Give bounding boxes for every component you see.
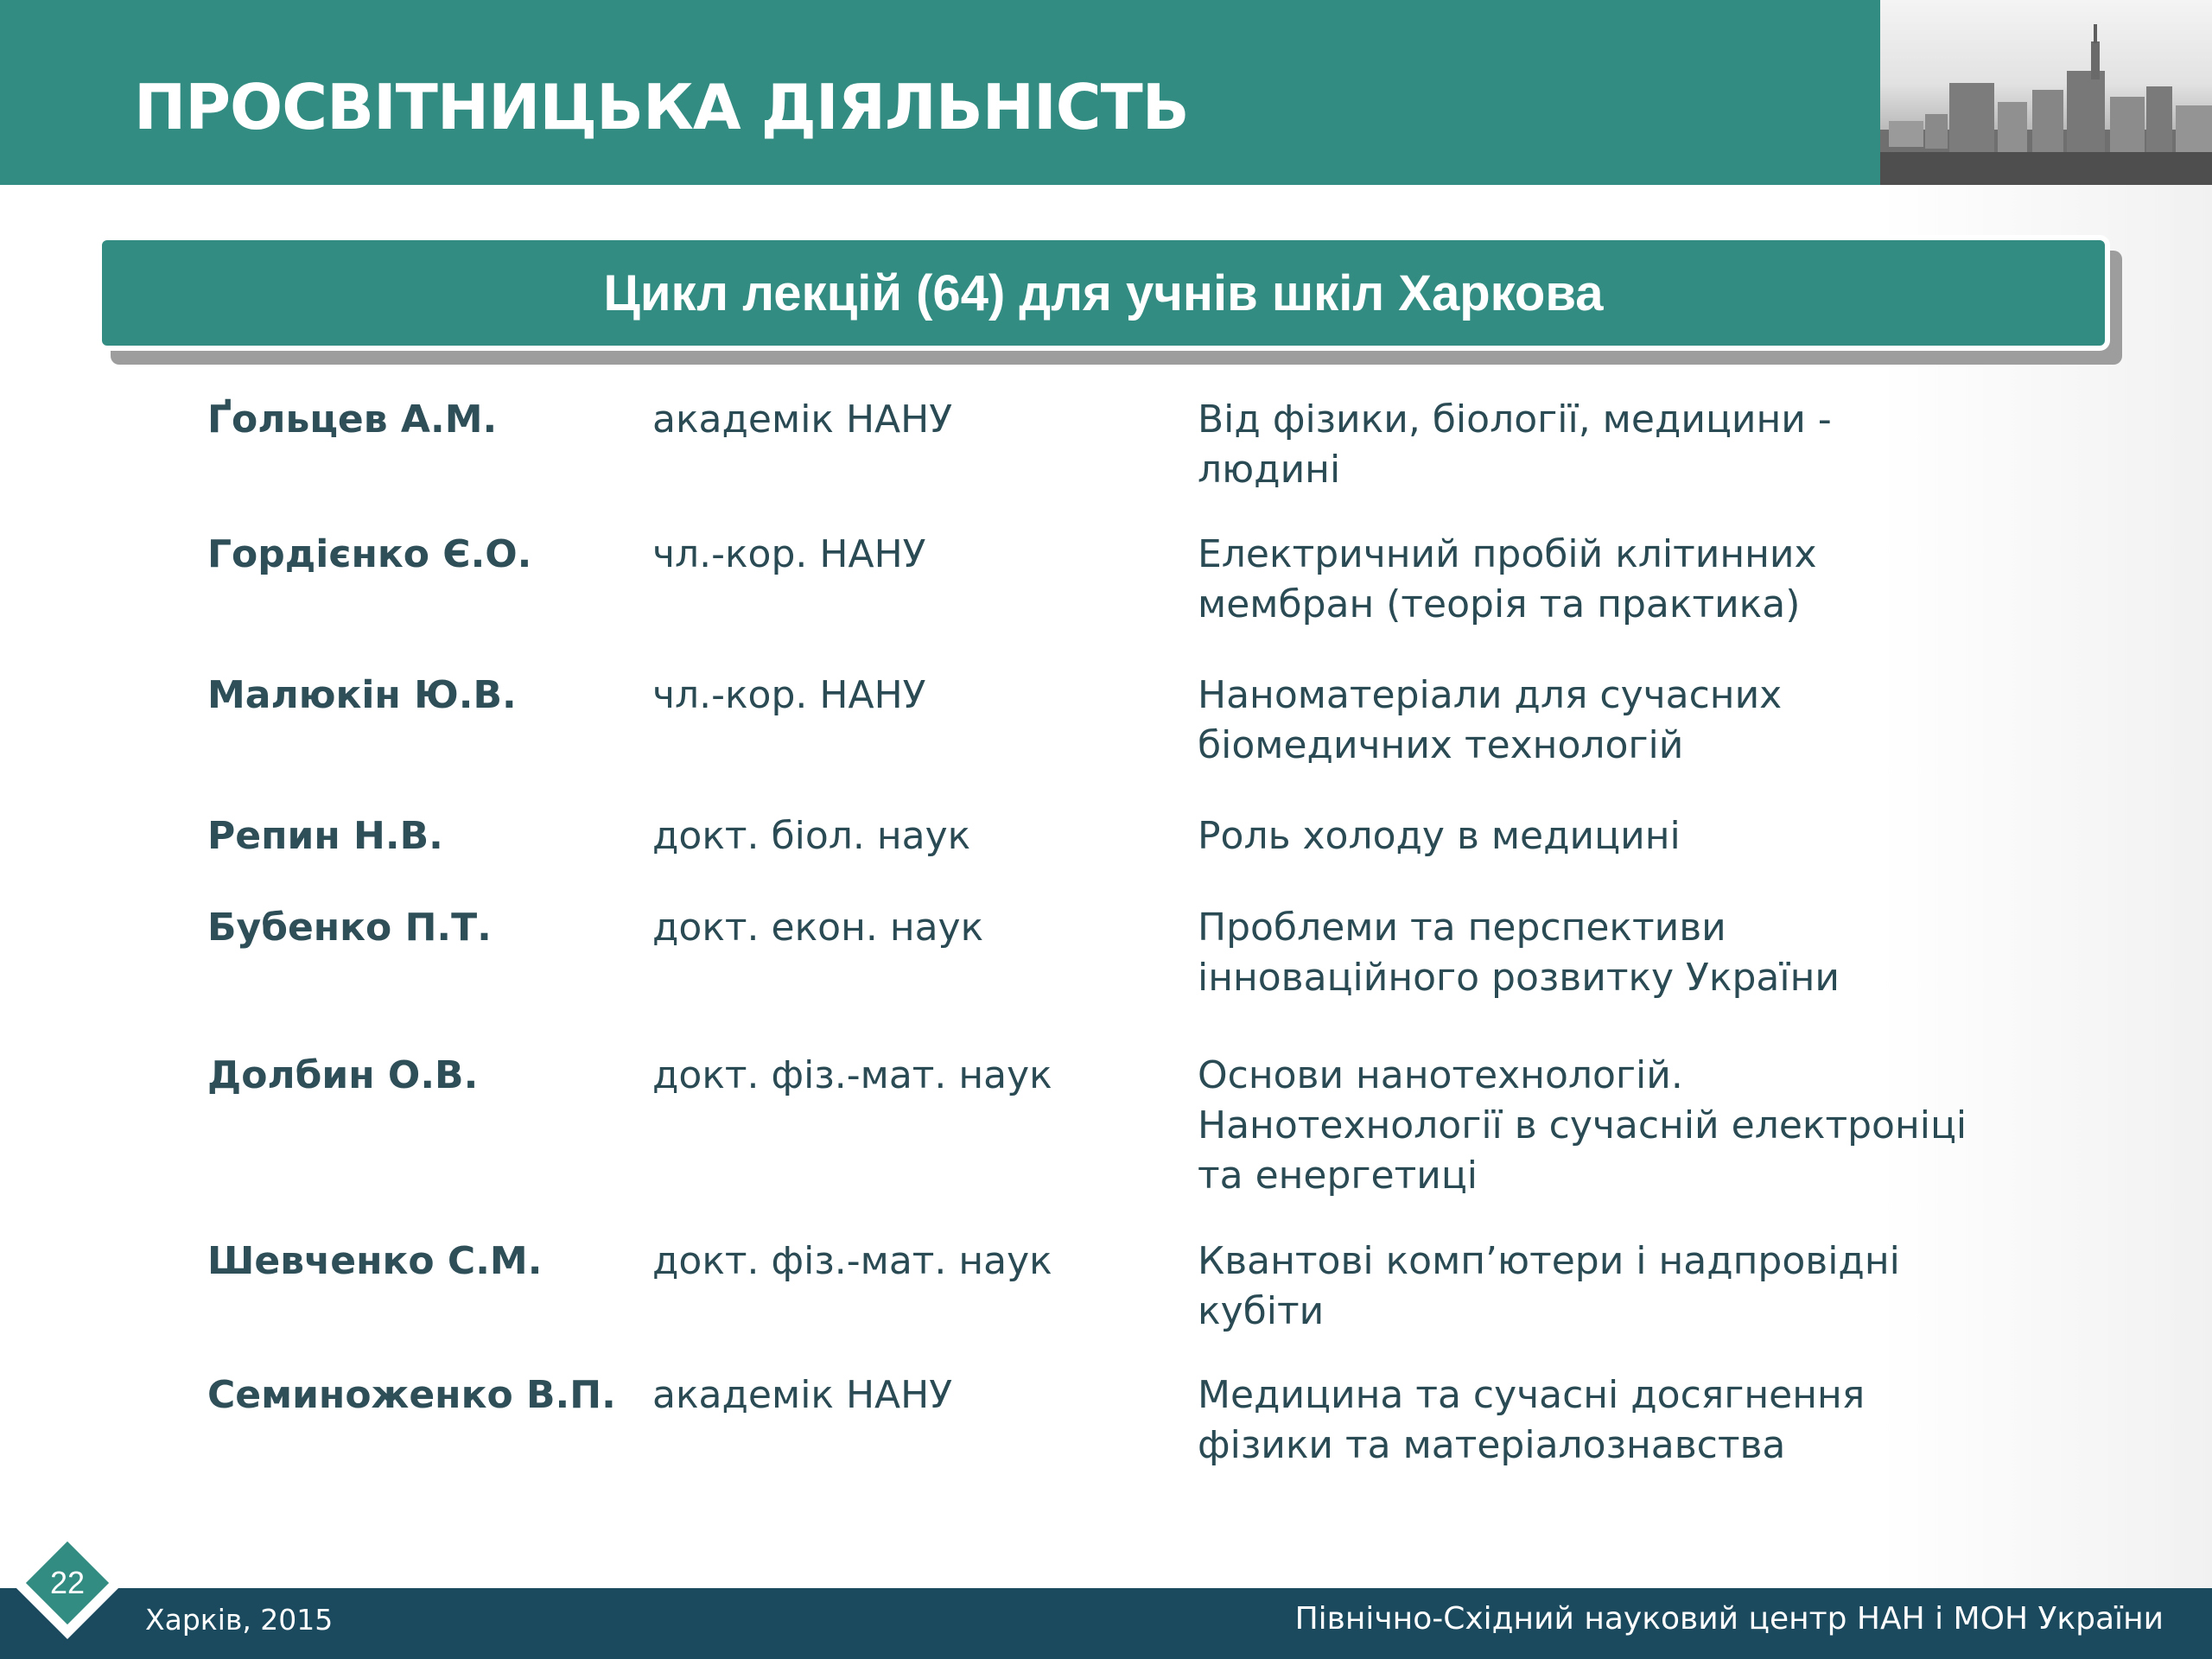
footer-location-year: Харків, 2015 (145, 1603, 334, 1637)
lecturer-name: Бубенко П.Т. (207, 906, 492, 950)
lecturer-name: Малюкін Ю.В. (207, 673, 517, 717)
lecture-topic (1198, 903, 2010, 1003)
topic-line: фізики та матеріалознавства (1198, 1423, 1786, 1467)
lecturer-rank: докт. біол. наук (652, 814, 971, 858)
lecturer-rank: академік НАНУ (652, 1373, 953, 1417)
topic-line: мембран (теорія та практика) (1198, 582, 1801, 626)
city-skyline-photo (1880, 0, 2212, 185)
topic-line: кубіти (1198, 1289, 1325, 1333)
topic-line: Роль холоду в медицині (1198, 814, 1681, 858)
topic-line: інноваційного розвитку України (1198, 956, 1840, 1000)
topic-line: Від фізики, біології, медицини - (1198, 397, 1832, 442)
lecturer-rank: академік НАНУ (652, 397, 953, 442)
lecturer-rank: докт. фіз.-мат. наук (652, 1239, 1052, 1283)
lecturer-name: Семиноженко В.П. (207, 1373, 616, 1417)
lecture-topic (1198, 1051, 2010, 1201)
lecture-topic (1198, 671, 2010, 771)
lecture-topic (1198, 395, 2010, 495)
lecturer-name: Гордієнко Є.О. (207, 532, 532, 576)
lecturer-rank: докт. екон. наук (652, 906, 984, 950)
topic-line: Електричний пробій клітинних (1198, 532, 1817, 576)
lecture-topic (1198, 811, 2010, 861)
topic-line: Квантові комп’ютери і надпровідні (1198, 1239, 1900, 1283)
topic-line: Наноматеріали для сучасних (1198, 673, 1783, 717)
lecturer-name: Репин Н.В. (207, 814, 443, 858)
page-number: 22 (49, 1565, 86, 1600)
topic-line: людині (1198, 448, 1341, 492)
topic-line: Нанотехнології в сучасній електроніці (1198, 1103, 1967, 1147)
lecture-topic (1198, 1370, 2010, 1471)
lecturer-name: Шевченко С.М. (207, 1239, 543, 1283)
lecturer-name: Ґольцев А.М. (207, 397, 498, 442)
topic-line: Медицина та сучасні досягнення (1198, 1373, 1866, 1417)
lecturer-rank: чл.-кор. НАНУ (652, 532, 926, 576)
lecturer-rank: чл.-кор. НАНУ (652, 673, 926, 717)
topic-line: біомедичних технологій (1198, 723, 1684, 767)
banner-title: Цикл лекцій (64) для учнів шкіл Харкова (603, 264, 1604, 321)
footer-organization: Північно-Східний науковий центр НАН і МОН України (1294, 1601, 2164, 1637)
lecture-topic (1198, 1236, 2010, 1337)
topic-line: Проблеми та перспективи (1198, 906, 1726, 950)
lecture-topic (1198, 530, 2010, 630)
topic-line: Основи нанотехнологій. (1198, 1053, 1683, 1097)
slide-title: ПРОСВІТНИЦЬКА ДІЯЛЬНІСТЬ (134, 71, 1189, 143)
lecturer-rank: докт. фіз.-мат. наук (652, 1053, 1052, 1097)
lecturer-name: Долбин О.В. (207, 1053, 479, 1097)
topic-line: та енергетиці (1198, 1154, 1478, 1198)
